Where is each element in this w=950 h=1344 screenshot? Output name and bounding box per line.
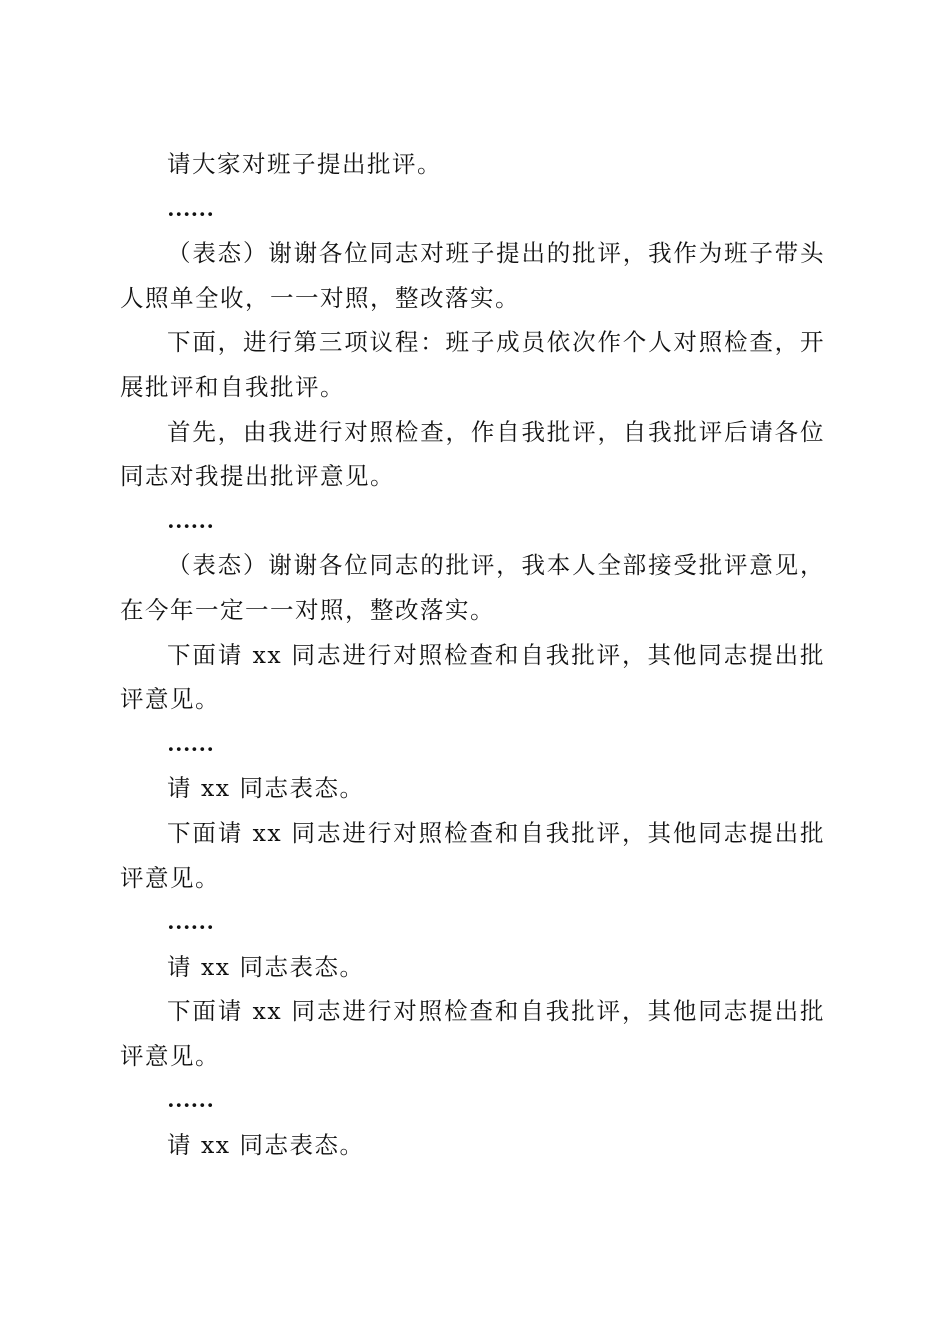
paragraph: （表态）谢谢各位同志对班子提出的批评，我作为班子带头人照单全收，一一对照，整改落实。 xyxy=(120,239,825,312)
paragraph: 请 xx 同志表态。 xyxy=(167,952,365,981)
ellipsis-line: …… xyxy=(167,195,214,222)
paragraph: 请 xx 同志表态。 xyxy=(167,774,365,803)
paragraph: 下面请 xx 同志进行对照检查和自我批评，其他同志提出批评意见。 xyxy=(120,818,825,892)
ellipsis-line: …… xyxy=(167,507,214,534)
paragraph: 下面，进行第三项议程：班子成员依次作个人对照检查，开展批评和自我批评。 xyxy=(120,328,825,401)
paragraph: 请 xx 同志表态。 xyxy=(167,1131,365,1160)
paragraph: （表态）谢谢各位同志的批评，我本人全部接受批评意见，在今年一定一一对照，整改落实。 xyxy=(120,551,825,624)
paragraph: 下面请 xx 同志进行对照检查和自我批评，其他同志提出批评意见。 xyxy=(120,640,825,714)
ellipsis-line: …… xyxy=(167,730,214,757)
ellipsis-line: …… xyxy=(167,909,214,936)
document-body xyxy=(120,142,825,1168)
ellipsis-line: …… xyxy=(167,1087,214,1114)
paragraph: 下面请 xx 同志进行对照检查和自我批评，其他同志提出批评意见。 xyxy=(120,997,825,1070)
paragraph: 首先，由我进行对照检查，作自我批评，自我批评后请各位同志对我提出批评意见。 xyxy=(120,417,825,491)
paragraph: 请大家对班子提出批评。 xyxy=(167,150,442,178)
